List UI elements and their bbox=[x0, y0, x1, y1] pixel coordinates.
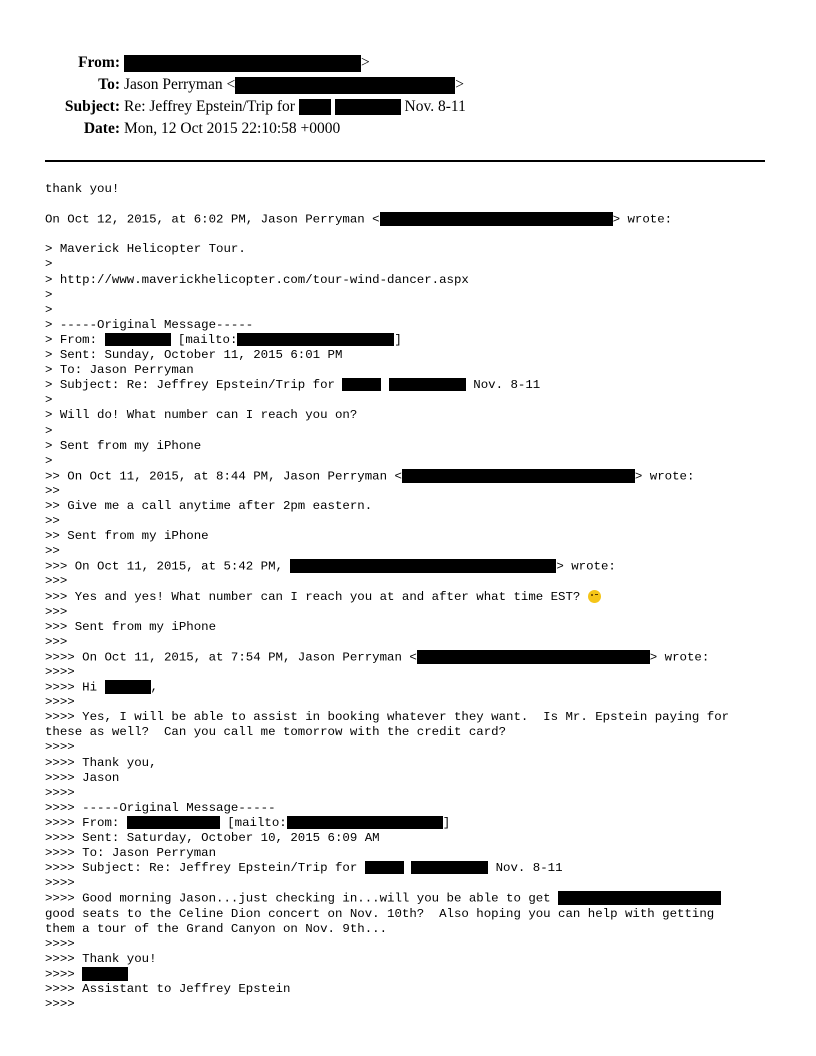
body-line: > From: [mailto: ] bbox=[45, 332, 402, 347]
body-line: >>>> bbox=[45, 967, 775, 982]
from-suffix: > bbox=[361, 54, 370, 71]
body-line: > bbox=[45, 257, 53, 272]
body-line: > Sent: Sunday, October 11, 2015 6:01 PM bbox=[45, 348, 343, 363]
body-line: these as well? Can you call me tomorrow with the credit card? bbox=[45, 725, 507, 740]
to-suffix: > bbox=[455, 76, 464, 93]
body-line: > Sent from my iPhone bbox=[45, 438, 202, 453]
body-line: them a tour of the Grand Canyon on Nov. 9th... bbox=[45, 921, 388, 936]
date-label: Date: bbox=[83, 120, 120, 137]
body-line: >>> On Oct 11, 2015, at 5:42 PM, > wrote: bbox=[45, 559, 616, 574]
body-line: > bbox=[45, 423, 53, 438]
date-row bbox=[0, 118, 600, 140]
body-line: > bbox=[45, 302, 53, 317]
from-row bbox=[0, 52, 600, 74]
body-line: >>>> bbox=[45, 936, 75, 951]
body-line: > Will do! What number can I reach you on? bbox=[45, 408, 358, 423]
body-line: >> On Oct 11, 2015, at 8:44 PM, Jason Perryman < > wrote: bbox=[45, 469, 695, 484]
redacted-sender-name bbox=[127, 816, 220, 829]
body-line: >> bbox=[45, 544, 60, 559]
body-line: >>>> Good morning Jason...just checking in...will you be able to get bbox=[45, 891, 775, 906]
body-line: >>>> On Oct 11, 2015, at 7:54 PM, Jason Perryman < > wrote: bbox=[45, 650, 710, 665]
body-line: > Maverick Helicopter Tour. bbox=[45, 242, 246, 257]
body-line: thank you! bbox=[45, 182, 120, 196]
redacted-sender-name bbox=[105, 333, 171, 346]
to-row bbox=[0, 74, 600, 96]
redacted-email bbox=[417, 650, 650, 664]
redacted-name-1 bbox=[342, 378, 381, 391]
body-line: >> bbox=[45, 483, 60, 498]
subject-label: Subject: bbox=[64, 98, 120, 115]
body-line: > http://www.maverickhelicopter.com/tour-wind-dancer.aspx bbox=[45, 272, 469, 287]
redacted-name-2 bbox=[389, 378, 466, 391]
body-line: >>>> bbox=[45, 997, 75, 1012]
body-line: >>>> bbox=[45, 665, 75, 679]
subject-row bbox=[0, 96, 600, 118]
body-line: >>>> From: [mailto: ] bbox=[45, 815, 451, 830]
body-line: >>>> Yes, I will be able to assist in booking whatever they want. Is Mr. Epstein paying for bbox=[45, 710, 730, 725]
body-line: good seats to the Celine Dion concert on Nov. 10th? Also hoping you can help with getting bbox=[45, 906, 715, 921]
body-line: >>>> Hi , bbox=[45, 680, 158, 695]
body-line: >>>> Subject: Re: Jeffrey Epstein/Trip for Nov. 8-11 bbox=[45, 861, 563, 876]
body-line: >>> Yes and yes! What number can I reach you at and after what time EST? bbox=[45, 590, 775, 605]
winking-face-icon bbox=[588, 590, 601, 603]
body-line: >> bbox=[45, 514, 60, 529]
redacted-recipient-email bbox=[235, 77, 455, 94]
body-line: >>> bbox=[45, 574, 68, 589]
redacted-mailto bbox=[237, 333, 394, 346]
body-line: >>>> -----Original Message----- bbox=[45, 800, 276, 815]
body-line: >>>> bbox=[45, 740, 75, 755]
body-line: >>>> Thank you, bbox=[45, 755, 157, 770]
body-line: >> Give me a call anytime after 2pm eastern. bbox=[45, 498, 373, 513]
redacted-name bbox=[105, 680, 151, 694]
body-line: > Subject: Re: Jeffrey Epstein/Trip for Nov. 8-11 bbox=[45, 378, 541, 393]
subject-suffix: Nov. 8-11 bbox=[404, 98, 466, 115]
body-line: >>>> bbox=[45, 785, 75, 800]
body-line: > bbox=[45, 287, 53, 302]
body-line: On Oct 12, 2015, at 6:02 PM, Jason Perryman < > wrote: bbox=[45, 212, 673, 227]
body-line: >>>> To: Jason Perryman bbox=[45, 846, 217, 861]
redacted-email bbox=[290, 559, 556, 573]
from-label: From: bbox=[78, 54, 120, 71]
redacted-names bbox=[558, 891, 721, 905]
body-line: >> Sent from my iPhone bbox=[45, 529, 209, 544]
body-line: >>>> bbox=[45, 695, 75, 710]
body-line: > bbox=[45, 393, 53, 408]
header-divider bbox=[45, 160, 765, 162]
redacted-name-2 bbox=[411, 861, 488, 874]
body-line: >>> bbox=[45, 634, 68, 649]
redacted-mailto bbox=[287, 816, 443, 829]
body-line: >>>> bbox=[45, 876, 75, 891]
body-line: >>>> Thank you! bbox=[45, 951, 157, 966]
body-line: > To: Jason Perryman bbox=[45, 363, 194, 378]
body-line: >>>> Sent: Saturday, October 10, 2015 6:09 AM bbox=[45, 831, 380, 846]
redacted-email bbox=[402, 469, 635, 483]
body-line: >>>> Jason bbox=[45, 770, 120, 785]
redacted-sender bbox=[124, 55, 361, 72]
body-line: > -----Original Message----- bbox=[45, 317, 254, 332]
redacted-signature-name bbox=[82, 967, 128, 981]
redacted-name-1 bbox=[299, 99, 331, 115]
to-label: To: bbox=[98, 76, 120, 93]
email-body bbox=[45, 182, 775, 1012]
date-value: Mon, 12 Oct 2015 22:10:58 +0000 bbox=[124, 120, 341, 137]
redacted-name-2 bbox=[335, 99, 401, 115]
redacted-name-1 bbox=[365, 861, 404, 874]
redacted-email bbox=[380, 212, 613, 226]
body-line: >>> bbox=[45, 604, 68, 619]
to-value: Jason Perryman < bbox=[124, 76, 236, 93]
body-line: >>>> Assistant to Jeffrey Epstein bbox=[45, 981, 291, 996]
body-line: > bbox=[45, 453, 53, 468]
body-line: >>> Sent from my iPhone bbox=[45, 619, 217, 634]
subject-prefix: Re: Jeffrey Epstein/Trip for bbox=[124, 98, 295, 115]
